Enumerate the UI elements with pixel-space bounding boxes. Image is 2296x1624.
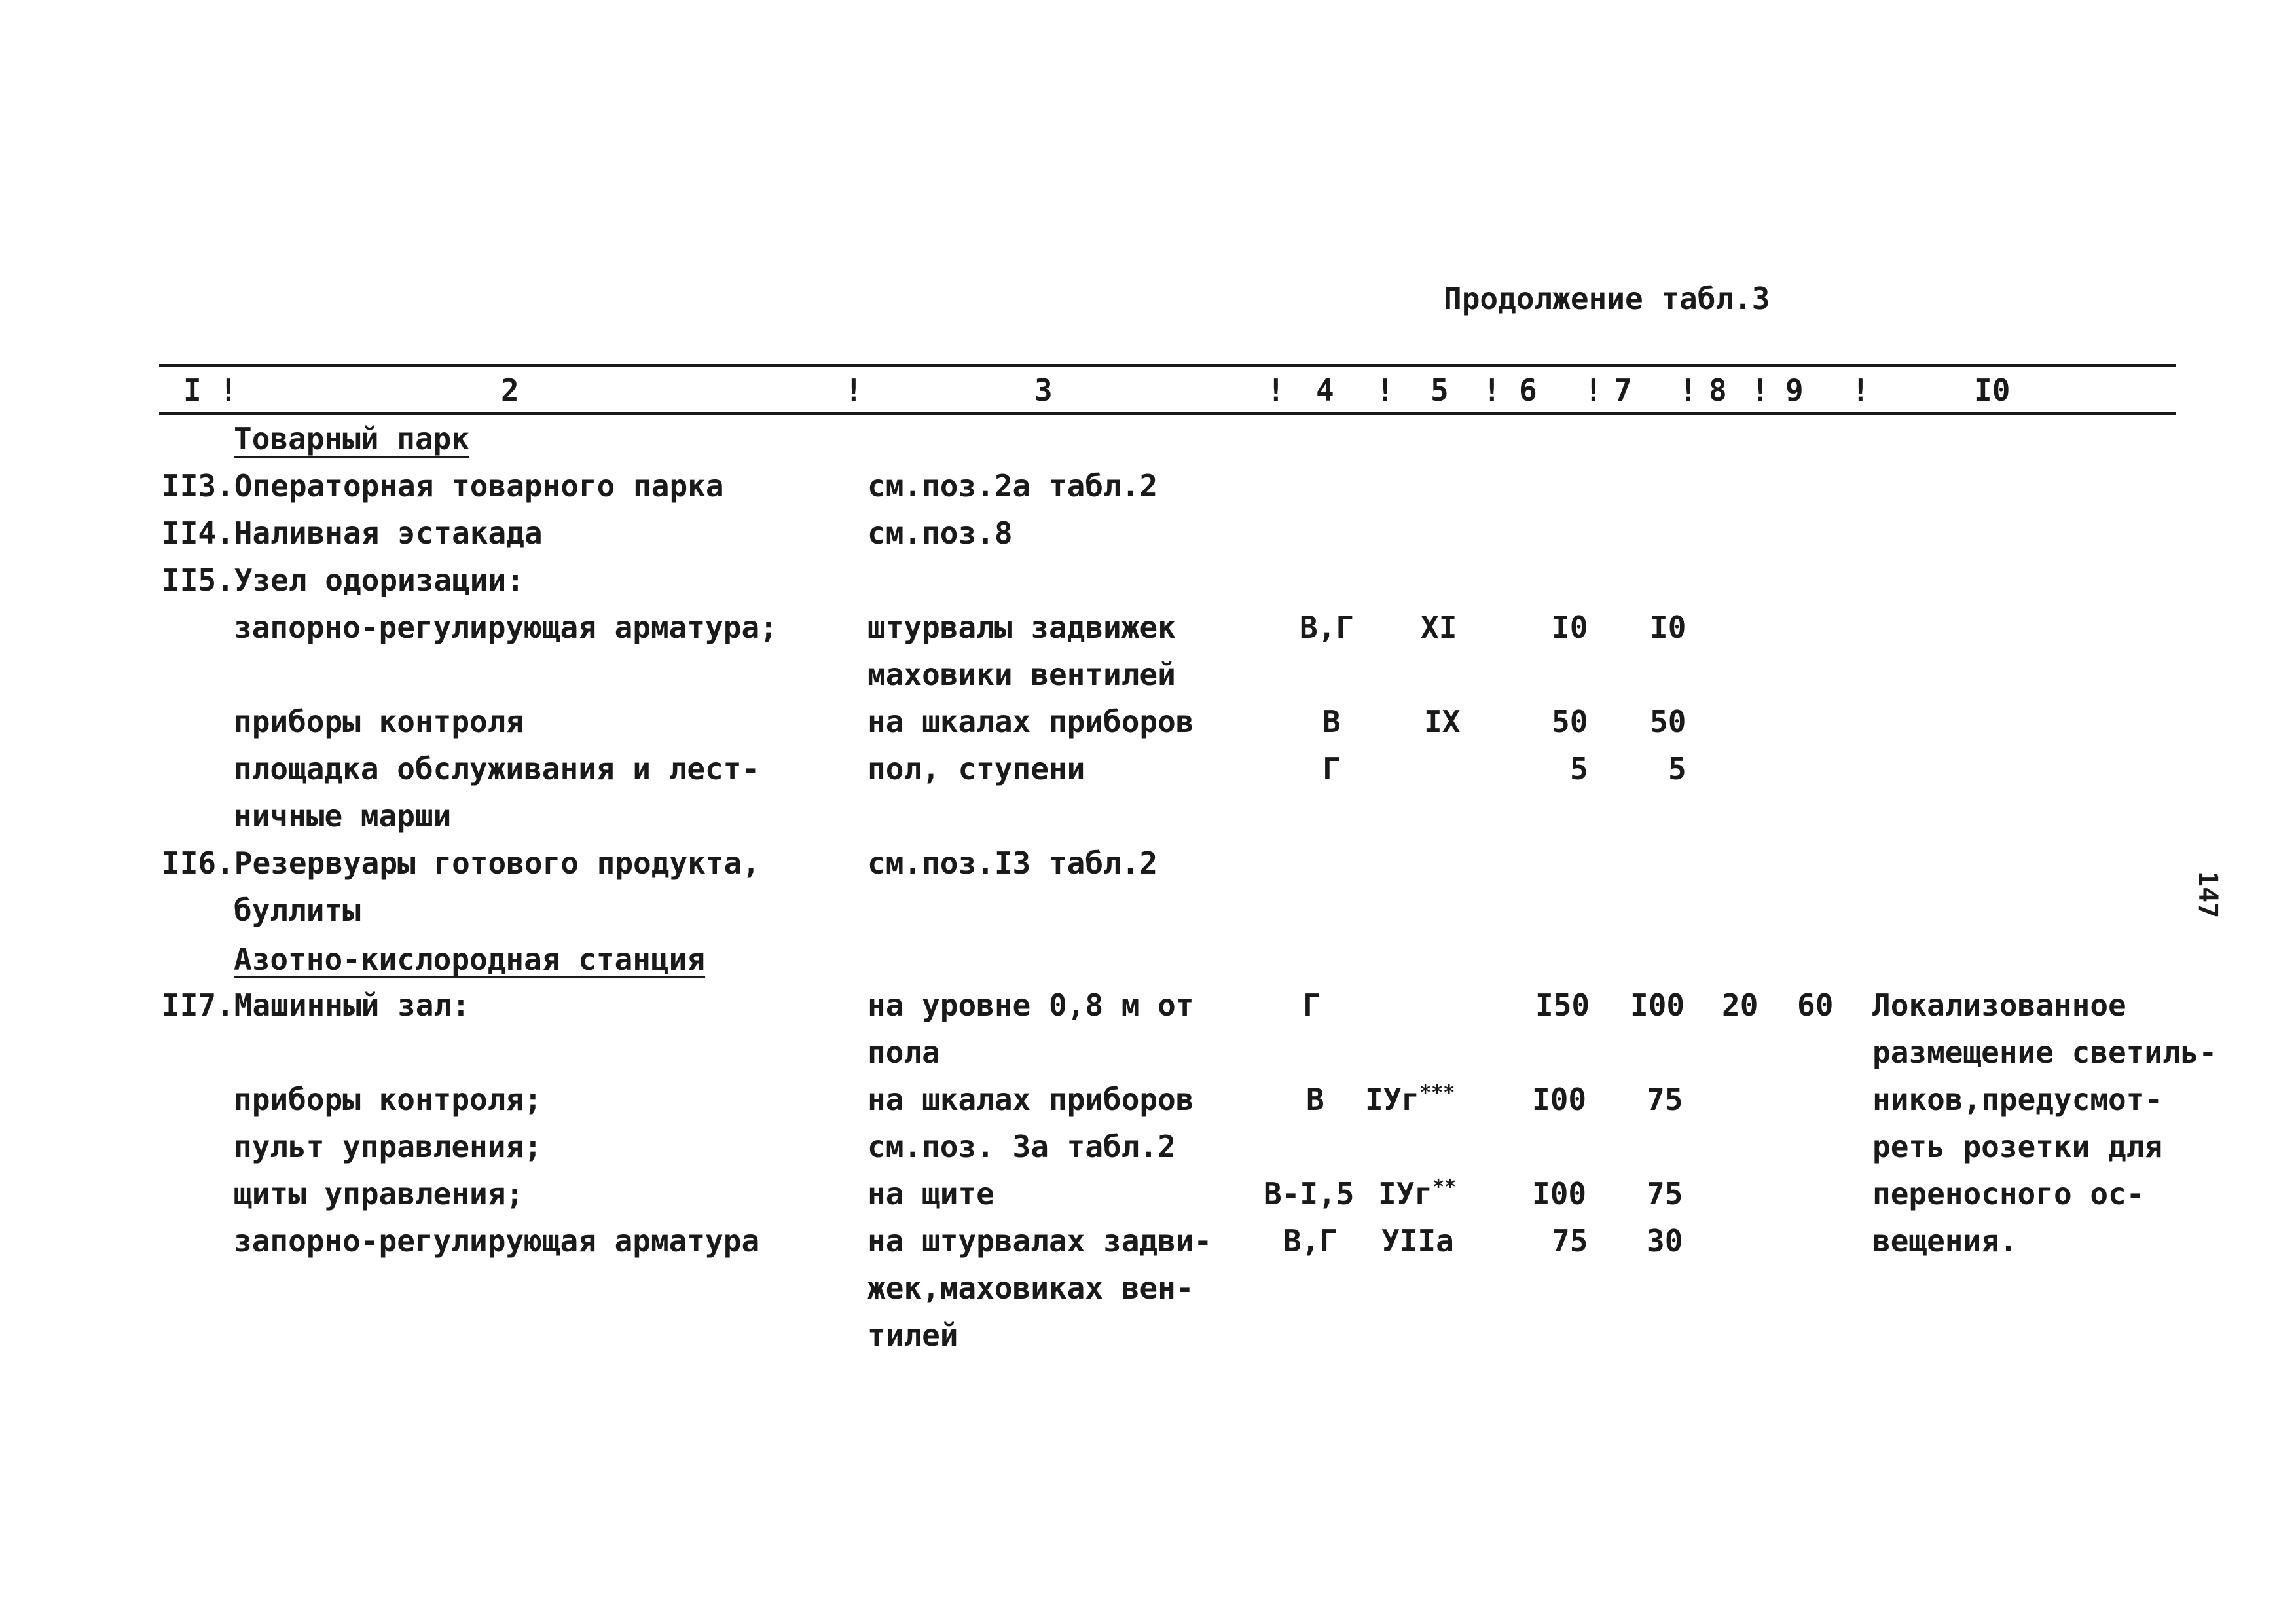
col-header-10: I0 bbox=[1974, 373, 2011, 408]
cell-col5: IX bbox=[1424, 704, 1461, 739]
cell-col4: Г bbox=[1322, 751, 1341, 786]
col-header-7: 7 bbox=[1614, 373, 1632, 408]
cell-col8: 20 bbox=[1722, 987, 1758, 1023]
cell-col9: 60 bbox=[1797, 987, 1834, 1023]
footnote-marker: ** bbox=[1432, 1175, 1457, 1199]
cell-name: площадка обслуживания и лест- bbox=[234, 751, 760, 786]
cell-name: запорно-регулирующая арматура; bbox=[234, 610, 778, 645]
cell-name: II7.Машинный зал: bbox=[162, 987, 470, 1023]
footnote-marker: *** bbox=[1419, 1081, 1455, 1105]
cell-col4: В-I,5 bbox=[1264, 1176, 1355, 1211]
cell-col4: В bbox=[1306, 1082, 1324, 1117]
cell-location: см.поз.I3 табл.2 bbox=[867, 845, 1158, 881]
col-separator: ! bbox=[1267, 373, 1285, 408]
cell-col5 bbox=[1365, 1080, 1455, 1119]
col-separator: ! bbox=[1851, 373, 1870, 408]
cell-remarks: размещение светиль- bbox=[1872, 1035, 2217, 1070]
col-separator: ! bbox=[1679, 373, 1698, 408]
col-separator: ! bbox=[1584, 373, 1603, 408]
table-caption: Продолжение табл.3 bbox=[1444, 281, 1770, 316]
cell-col5 bbox=[1378, 1174, 1456, 1213]
cell-name: приборы контроля; bbox=[234, 1082, 542, 1117]
cell-remarks: ников,предусмот- bbox=[1872, 1082, 2163, 1117]
cell-location: тилей bbox=[867, 1318, 958, 1353]
col-separator: ! bbox=[1483, 373, 1501, 408]
cell-location: жек,маховиках вен- bbox=[867, 1270, 1194, 1306]
cell-location: штурвалы задвижек bbox=[867, 610, 1176, 645]
cell-name: II3.Операторная товарного парка bbox=[162, 468, 724, 504]
cell-col4: В,Г bbox=[1300, 610, 1355, 645]
col-header-3: 3 bbox=[1034, 373, 1053, 408]
cell-col6: 50 bbox=[1552, 704, 1588, 739]
col-separator: ! bbox=[845, 373, 863, 408]
cell-col4: Г bbox=[1303, 987, 1321, 1023]
cell-name: ничные марши bbox=[234, 798, 452, 834]
cell-remarks: переносного ос- bbox=[1872, 1176, 2145, 1211]
cell-col6: 5 bbox=[1570, 751, 1588, 786]
cell-name: II4.Наливная эстакада bbox=[162, 515, 543, 551]
page-number: 147 bbox=[2193, 871, 2223, 919]
section-heading: Товарный парк bbox=[234, 421, 470, 456]
cell-location: см.поз. 3а табл.2 bbox=[867, 1129, 1176, 1164]
header-top-rule bbox=[159, 364, 2176, 367]
cell-name: щиты управления; bbox=[234, 1176, 524, 1211]
col-header-1: I bbox=[183, 373, 202, 408]
cell-col6: I00 bbox=[1532, 1082, 1587, 1117]
header-bottom-rule bbox=[159, 412, 2176, 415]
cell-col5: XI bbox=[1421, 610, 1457, 645]
cell-remarks: реть розетки для bbox=[1872, 1129, 2163, 1164]
cell-name: пульт управления; bbox=[234, 1129, 542, 1164]
cell-location: на уровне 0,8 м от bbox=[867, 987, 1194, 1023]
cell-location: на шкалах приборов bbox=[867, 704, 1194, 739]
cell-col5: УIIа bbox=[1381, 1223, 1454, 1259]
cell-col7: 5 bbox=[1668, 751, 1686, 786]
cell-col6: I0 bbox=[1552, 610, 1588, 645]
cell-location: на шкалах приборов bbox=[867, 1082, 1194, 1117]
col-header-6: 6 bbox=[1519, 373, 1537, 408]
col-header-2: 2 bbox=[501, 373, 519, 408]
cell-name: приборы контроля bbox=[234, 704, 524, 739]
cell-name: II6.Резервуары готового продукта, bbox=[162, 845, 760, 881]
cell-location: пол, ступени bbox=[867, 751, 1085, 786]
cell-location: на щите bbox=[867, 1176, 994, 1211]
cell-col6: 75 bbox=[1552, 1223, 1588, 1259]
cell-col7: 75 bbox=[1647, 1176, 1683, 1211]
cell-col6: I50 bbox=[1535, 987, 1590, 1023]
col-header-9: 9 bbox=[1785, 373, 1804, 408]
cell-col4: В bbox=[1322, 704, 1341, 739]
cell-col7: I0 bbox=[1650, 610, 1686, 645]
cell-col5-text: IУг bbox=[1378, 1176, 1433, 1211]
cell-col7: I00 bbox=[1630, 987, 1685, 1023]
cell-col5-text: IУг bbox=[1365, 1082, 1420, 1117]
cell-col4: В,Г bbox=[1283, 1223, 1338, 1259]
cell-col7: 30 bbox=[1647, 1223, 1683, 1259]
col-separator: ! bbox=[1751, 373, 1770, 408]
cell-location: пола bbox=[867, 1035, 940, 1070]
cell-remarks: вещения. bbox=[1872, 1223, 2018, 1259]
cell-location: маховики вентилей bbox=[867, 657, 1176, 692]
cell-location: на штурвалах задви- bbox=[867, 1223, 1212, 1259]
cell-col7: 75 bbox=[1647, 1082, 1683, 1117]
cell-location: см.поз.8 bbox=[867, 515, 1013, 551]
col-header-8: 8 bbox=[1709, 373, 1727, 408]
col-separator: ! bbox=[1376, 373, 1394, 408]
col-header-4: 4 bbox=[1316, 373, 1334, 408]
cell-remarks: Локализованное bbox=[1872, 987, 2126, 1023]
col-header-5: 5 bbox=[1430, 373, 1449, 408]
cell-col7: 50 bbox=[1650, 704, 1686, 739]
cell-location: см.поз.2а табл.2 bbox=[867, 468, 1158, 504]
cell-name: запорно-регулирующая арматура bbox=[234, 1223, 760, 1259]
section-heading: Азотно-кислородная станция bbox=[234, 942, 706, 977]
col-separator: ! bbox=[219, 373, 238, 408]
cell-col6: I00 bbox=[1532, 1176, 1587, 1211]
cell-name: II5.Узел одоризации: bbox=[162, 563, 524, 598]
cell-name: буллиты bbox=[234, 893, 361, 928]
